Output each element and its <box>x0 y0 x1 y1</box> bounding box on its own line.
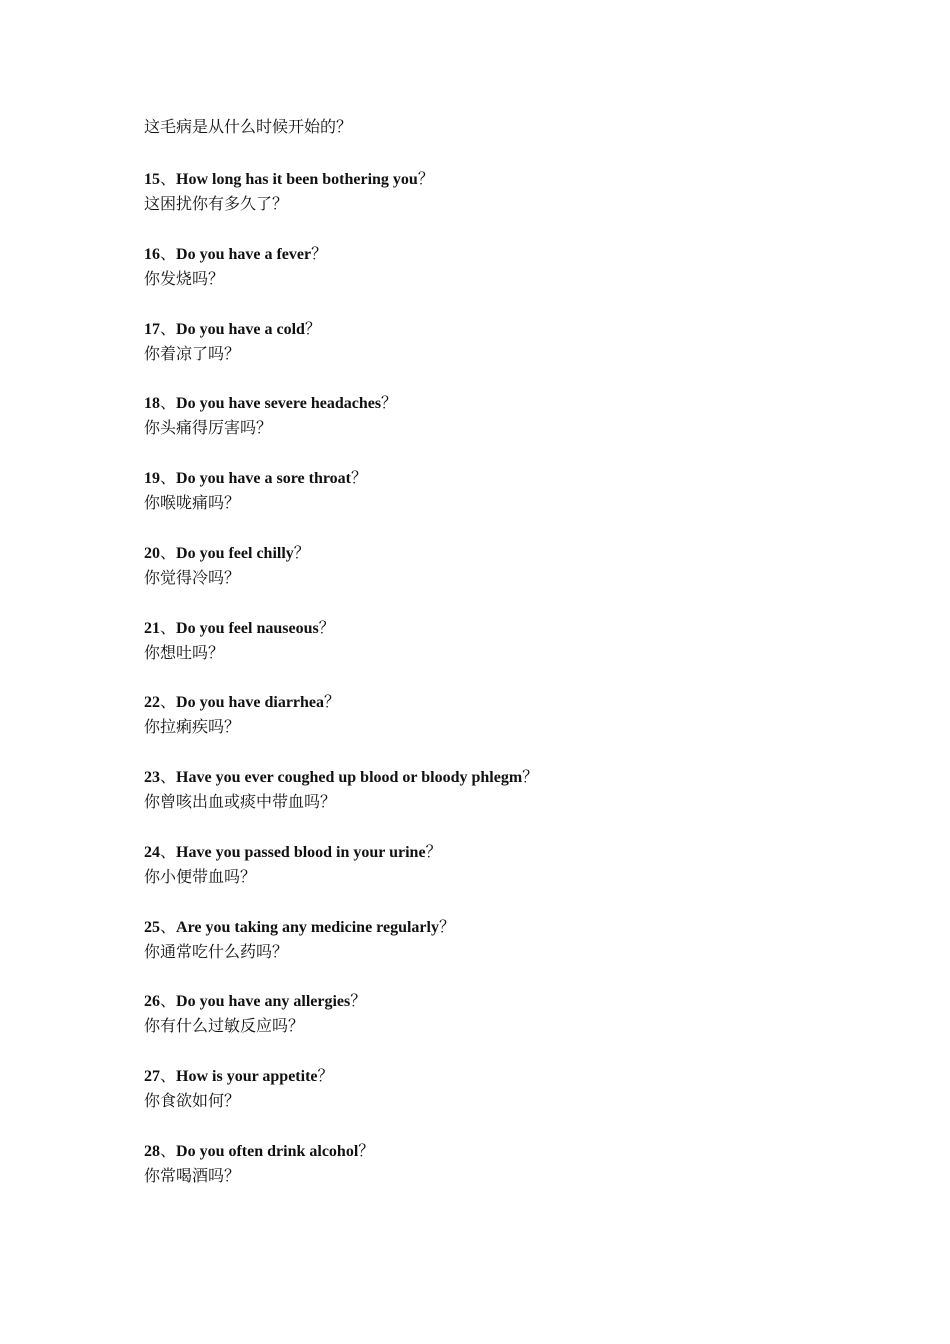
question-line <box>144 542 844 565</box>
qa-item-26 <box>144 990 844 1065</box>
answer-chinese: 你想吐吗？ <box>144 642 225 662</box>
question-english: Do you feel nauseous <box>176 619 319 637</box>
question-number: 21 <box>144 619 160 637</box>
question-line <box>144 467 844 490</box>
answer-chinese: 你通常吃什么药吗？ <box>144 941 289 961</box>
question-line <box>144 617 844 640</box>
qa-item-21 <box>144 617 844 692</box>
answer-chinese: 你常喝酒吗？ <box>144 1165 241 1185</box>
question-number: 22 <box>144 694 160 712</box>
question-mark: ？ <box>317 1066 334 1085</box>
separator: 、 <box>160 617 177 637</box>
question-mark: ？ <box>324 692 341 712</box>
question-english: Do you often drink alcohol <box>176 1142 359 1160</box>
separator: 、 <box>160 468 177 487</box>
question-mark: ？ <box>350 991 367 1011</box>
answer-chinese: 你发烧吗？ <box>144 268 225 288</box>
qa-item-15 <box>144 168 844 243</box>
question-english: Do you have a sore throat <box>176 470 351 487</box>
question-english: Have you ever coughed up blood or bloody phlegm <box>176 769 523 786</box>
separator: 、 <box>160 692 177 712</box>
answer-chinese: 你拉痢疾吗？ <box>144 717 241 737</box>
question-mark: ？ <box>311 243 328 263</box>
qa-item-27 <box>144 1065 844 1140</box>
separator: 、 <box>160 1066 177 1085</box>
answer-chinese: 你头痛得厉害吗？ <box>144 418 273 438</box>
question-number: 18 <box>144 395 160 413</box>
question-english: Do you feel chilly <box>176 544 294 562</box>
separator: 、 <box>160 393 177 413</box>
question-mark: ？ <box>304 318 321 338</box>
question-line <box>144 990 844 1013</box>
answer-chinese: 你有什么过敏反应吗？ <box>144 1016 305 1036</box>
question-mark: ？ <box>522 767 539 786</box>
question-line <box>144 766 844 789</box>
question-number: 20 <box>144 544 160 562</box>
question-number: 23 <box>144 769 160 786</box>
question-list <box>144 168 844 1215</box>
question-line <box>144 392 844 415</box>
question-mark: ？ <box>381 393 398 413</box>
answer-chinese: 你曾咳出血或痰中带血吗？ <box>144 792 337 811</box>
question-line <box>144 168 844 191</box>
question-number: 25 <box>144 918 160 936</box>
answer-chinese: 你食欲如何？ <box>144 1091 241 1110</box>
separator: 、 <box>160 767 177 786</box>
separator: 、 <box>160 542 177 562</box>
qa-item-20 <box>144 542 844 617</box>
answer-chinese: 你着凉了吗？ <box>144 343 241 363</box>
question-english: How is your appetite <box>176 1068 318 1085</box>
qa-item-23 <box>144 766 844 841</box>
question-line <box>144 1065 844 1088</box>
question-number: 27 <box>144 1068 160 1085</box>
question-number: 24 <box>144 843 160 861</box>
question-line <box>144 243 844 266</box>
answer-chinese: 这困扰你有多久了？ <box>144 194 289 213</box>
question-english: Do you have any allergies <box>176 993 351 1011</box>
question-mark: ？ <box>417 169 434 188</box>
question-mark: ？ <box>425 841 442 861</box>
question-number: 26 <box>144 993 160 1011</box>
qa-item-18 <box>144 392 844 467</box>
qa-item-19 <box>144 467 844 542</box>
qa-item-17 <box>144 318 844 393</box>
question-mark: ？ <box>350 468 367 487</box>
separator: 、 <box>160 169 177 188</box>
question-mark: ？ <box>438 916 455 936</box>
question-english: Have you passed blood in your urine <box>176 843 426 861</box>
question-number: 16 <box>144 245 160 263</box>
question-mark: ？ <box>318 617 335 637</box>
question-english: How long has it been bothering you <box>176 171 418 188</box>
question-line <box>144 841 844 864</box>
question-line <box>144 1140 844 1163</box>
question-number: 17 <box>144 320 160 338</box>
question-line <box>144 318 844 341</box>
question-english: Do you have severe headaches <box>176 395 382 413</box>
question-mark: ？ <box>358 1140 375 1160</box>
question-mark: ？ <box>293 542 310 562</box>
question-line <box>144 691 844 714</box>
question-english: Do you have diarrhea <box>176 694 325 712</box>
separator: 、 <box>160 916 177 936</box>
qa-item-28 <box>144 1140 844 1215</box>
separator: 、 <box>160 318 177 338</box>
intro-line: 这毛病是从什么时候开始的？ <box>144 117 353 136</box>
qa-item-22 <box>144 691 844 766</box>
answer-chinese: 你小便带血吗？ <box>144 866 257 886</box>
question-line <box>144 916 844 939</box>
separator: 、 <box>160 841 177 861</box>
answer-chinese: 你觉得冷吗？ <box>144 567 241 587</box>
question-number: 19 <box>144 470 160 487</box>
qa-item-25 <box>144 916 844 991</box>
answer-chinese: 你喉咙痛吗？ <box>144 493 241 512</box>
question-english: Do you have a cold <box>176 320 305 338</box>
separator: 、 <box>160 991 177 1011</box>
separator: 、 <box>160 1140 177 1160</box>
qa-item-24 <box>144 841 844 916</box>
question-english: Are you taking any medicine regularly <box>176 918 439 936</box>
qa-item-16 <box>144 243 844 318</box>
question-number: 28 <box>144 1142 160 1160</box>
separator: 、 <box>160 243 177 263</box>
question-number: 15 <box>144 171 160 188</box>
question-english: Do you have a fever <box>176 245 312 263</box>
